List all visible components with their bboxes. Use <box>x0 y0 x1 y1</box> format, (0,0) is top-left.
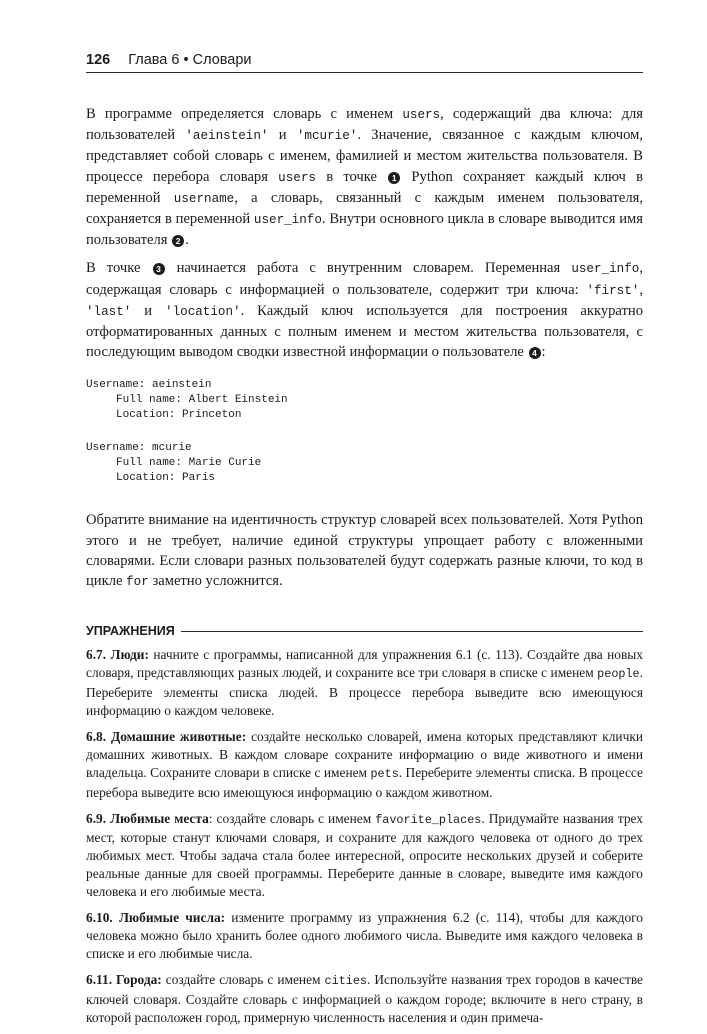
exercise-title: 6.9. Любимые места <box>86 810 209 826</box>
code-cities: cities <box>324 973 368 988</box>
callout-marker-3: 3 <box>153 263 165 275</box>
code-mcurie: 'mcurie' <box>296 129 358 144</box>
exercise-6-9: 6.9. Любимые места: создайте словарь с именем favorite_places. Придумайте названия трех мест, которые станут ключами словаря, и сохраните для каждого человека от одного до трех любимых мест. Чтобы задача стала более интересной, опросите нескольких друзей и соберите реальные данные для своей программы. Переберите данные в словаре, выведите имя каждого человека и его любимые места. <box>86 810 643 900</box>
code-first: 'first' <box>586 283 640 298</box>
code-users: users <box>278 170 316 185</box>
exercises-heading-label: УПРАЖНЕНИЯ <box>86 624 175 639</box>
exercise-6-7: 6.7. Люди: начните с программы, написанной для упражнения 6.1 (с. 113). Создайте два новых словаря, представляющих разных людей, и сохраните все три словаря в списке с именем people. Переберите элементы списка людей. В процессе перебора выведите всю имеющуюся информацию о каждом человеке. <box>86 647 644 718</box>
running-header <box>86 52 643 73</box>
code-people: people <box>597 667 640 682</box>
code-location: 'location' <box>165 304 241 319</box>
exercises-heading <box>86 624 643 638</box>
code-pets: pets <box>370 766 399 781</box>
callout-marker-1: 1 <box>388 172 400 184</box>
output-line: Full name: Marie Curie <box>116 457 262 470</box>
paragraph-structure-note: Обратите внимание на идентичность структур словарей всех пользователей. Хотя Python этого и не требует, наличие единой структуры упрощает работу с вложенными словарями. Если словари разных пользователей будут содержать разные ключи, то код в цикле for заметно усложнится. <box>86 512 643 590</box>
exercise-6-11: 6.11. Города: создайте словарь с именем cities. Используйте названия трех городов в качестве ключей словаря. Создайте словарь с информацией о каждом городе; включите в него страну, в которой расположен город, примерную численность населения и один примеча- <box>86 971 644 1025</box>
exercise-6-10: 6.10. Любимые числа: измените программу из упражнения 6.2 (с. 114), чтобы для каждого человека можно было хранить более одного любимого числа. Выведите имя каждого человека в списке и его любимые числа. <box>86 910 643 961</box>
code-user-info: user_info <box>571 262 640 277</box>
paragraph-users-dictionary: В программе определяется словарь с именем users, содержащий два ключа: для пользователей 'aeinstein' и 'mcurie'. Значение, связанное с каждым ключом, представляет собой словарь с именем, фамилией и местом жительства пользователя. В процессе перебора словаря users в точке 1 Python сохраняет каждый ключ в переменной username, а словарь, связанный с каждым именем пользователя, сохраняется в переменной user_info. Внутри основного цикла в словаре выводится имя пользователя 2 . <box>86 106 644 249</box>
code-favorite-places: favorite_places <box>375 812 482 827</box>
heading-rule <box>181 631 643 632</box>
chapter-title: Глава 6 • Словари <box>128 52 252 68</box>
callout-marker-4: 4 <box>529 347 541 359</box>
output-block-aeinstein <box>86 378 643 423</box>
exercise-title: 6.7. Люди: <box>86 647 149 663</box>
output-line: Location: Paris <box>116 472 216 485</box>
output-line: Full name: Albert Einstein <box>116 394 288 407</box>
exercise-title: 6.10. Любимые числа: <box>86 910 226 926</box>
output-block-mcurie <box>86 441 643 486</box>
exercise-title: 6.8. Домашние животные: <box>86 728 247 744</box>
exercise-6-8: 6.8. Домашние животные: создайте несколько словарей, имена которых представляют клички домашних животных. В каждом словаре сохраните информацию о виде животного и имени владельца. Сохраните словари в списке с именем pets. Переберите элементы списка. В процессе перебора выведите всю имеющуюся информацию о каждом животном. <box>86 728 643 800</box>
program-output <box>86 378 643 486</box>
callout-marker-2: 2 <box>172 235 184 247</box>
paragraph-inner-dictionary: В точке 3 начинается работа с внутренним словарем. Переменная user_info, содержащая словарь с информацией о пользователе, содержит три ключа: 'first', 'last' и 'location'. Каждый ключ используется для построения аккуратно отформатированных данных с полным именем и местом жительства пользователя, с последующим выводом сводки известной информации о пользователе 4 : <box>86 260 643 361</box>
output-line: Username: aeinstein <box>86 379 212 392</box>
book-page <box>86 52 643 1034</box>
exercise-title: 6.11. Города: <box>86 971 162 987</box>
page-number: 126 <box>86 52 111 68</box>
output-line: Location: Princeton <box>116 409 242 422</box>
code-for: for <box>126 575 149 590</box>
code-user-info: user_info <box>253 213 322 228</box>
code-aeinstein: 'aeinstein' <box>185 129 269 144</box>
code-users: users <box>402 108 441 122</box>
code-last: 'last' <box>86 304 132 319</box>
output-line: Username: mcurie <box>86 442 192 455</box>
code-username: username <box>173 191 235 206</box>
